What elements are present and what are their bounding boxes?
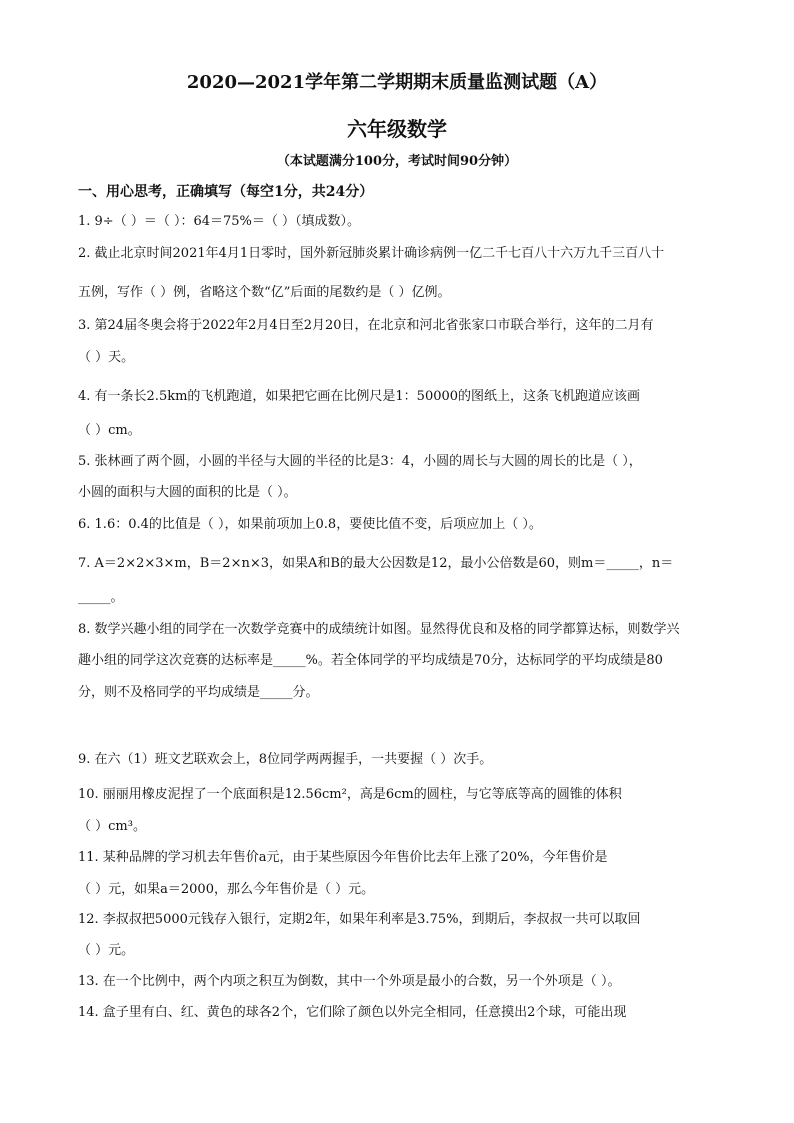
question-2-line-2: 五例，写作（ ）例，省略这个数“亿”后面的尾数约是（ ）亿例。 xyxy=(78,285,451,300)
question-8-line-1: 8. 数学兴趣小组的同学在一次数学竞赛中的成绩统计如图。显然得优良和及格的同学都算达标，则数学兴 xyxy=(78,622,680,637)
question-4-line-2: （ ）cm。 xyxy=(78,423,141,438)
question-10-line-2: （ ）cm³。 xyxy=(78,819,146,834)
question-5-line-1: 5. 张林画了两个圆，小圆的半径与大圆的半径的比是3：4，小圆的周长与大圆的周长的比是（ ）， xyxy=(78,454,642,469)
exam-title: 2020—2021学年第二学期期末质量监测试题（A） xyxy=(186,72,608,93)
question-8-line-3: 分，则不及格同学的平均成绩是_____分。 xyxy=(78,685,319,700)
question-11-line-2: （ ）元，如果a＝2000，那么今年售价是（ ）元。 xyxy=(78,882,375,897)
question-14: 14. 盒子里有白、红、黄色的球各2个，它们除了颜色以外完全相同，任意摸出2个球，可能出现 xyxy=(78,1005,627,1020)
question-10-line-1: 10. 丽丽用橡皮泥捏了一个底面积是12.56cm²，高是6cm的圆柱，与它等底等高的圆锥的体积 xyxy=(78,787,622,802)
question-5-line-2: 小圆的面积与大圆的面积的比是（ ）。 xyxy=(78,485,297,500)
section-heading: 一、用心思考，正确填写（每空1分，共24分） xyxy=(78,184,374,200)
question-9: 9. 在六（1）班文艺联欢会上，8位同学两两握手，一共要握（ ）次手。 xyxy=(78,752,493,767)
question-12-line-2: （ ）元。 xyxy=(78,943,135,958)
question-4-line-1: 4. 有一条长2.5km的飞机跑道，如果把它画在比例尺是1：50000的图纸上，这条飞机跑道应该画 xyxy=(78,389,641,404)
subject-title: 六年级数学 xyxy=(347,117,447,141)
question-11-line-1: 11. 某种品牌的学习机去年售价a元，由于某些原因今年售价比去年上涨了20%，今年售价是 xyxy=(78,850,608,865)
question-6: 6. 1.6：0.4的比值是（ ），如果前项加上0.8，要使比值不变，后项应加上（ ）。 xyxy=(78,517,542,532)
question-3-line-2: （ ）天。 xyxy=(78,350,135,365)
question-7-line-1: 7. A＝2×2×3×m，B＝2×n×3，如果A和B的最大公因数是12，最小公倍数是60，则m＝_____，n＝ xyxy=(78,556,674,571)
question-8-line-2: 趣小组的同学这次竞赛的达标率是_____%。若全体同学的平均成绩是70分，达标同学的平均成绩是80 xyxy=(78,653,663,668)
question-3-line-1: 3. 第24届冬奥会将于2022年2月4日至2月20日，在北京和河北省张家口市联合举行，这年的二月有 xyxy=(78,318,654,333)
question-7-line-2: _____。 xyxy=(78,590,124,605)
question-1: 1. 9÷（ ）＝（ ）：64＝75%＝（ ）（填成数）。 xyxy=(78,214,361,229)
question-13: 13. 在一个比例中，两个内项之积互为倒数，其中一个外项是最小的合数，另一个外项是（ ）。 xyxy=(78,974,621,989)
exam-note: （本试题满分100分，考试时间90分钟） xyxy=(276,154,518,169)
question-2-line-1: 2. 截止北京时间2021年4月1日零时，国外新冠肺炎累计确诊病例一亿二千七百八十六万九千三百八十 xyxy=(78,246,665,261)
question-12-line-1: 12. 李叔叔把5000元钱存入银行，定期2年，如果年利率是3.75%，到期后，李叔叔一共可以取回 xyxy=(78,912,641,927)
